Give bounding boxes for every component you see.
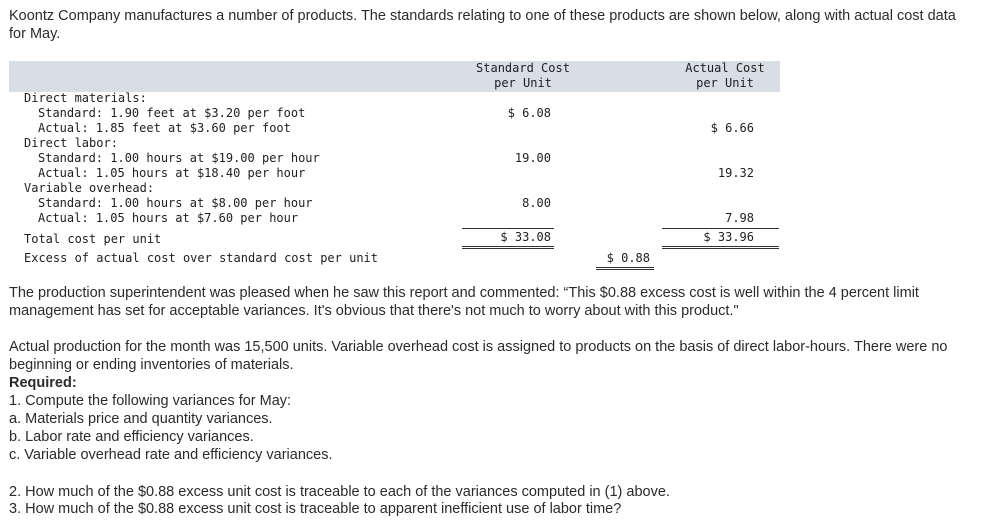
question-1c: c. Variable overhead rate and efficiency variances. xyxy=(9,447,333,463)
row-label-variable-overhead: Variable overhead: xyxy=(24,181,155,195)
required-heading xyxy=(9,374,974,392)
excess-label: Excess of actual cost over standard cost per unit xyxy=(24,251,379,265)
superintendent-comment: The production superintendent was pleased when he saw this report and commented: “This $0.88 excess cost is well within the 4 percent limit management has set for acceptable variances. It's obvious that there's not much to worry about with this product." xyxy=(9,285,919,319)
act-total-double-rule xyxy=(662,246,779,249)
production-paragraph: Actual production for the month was 15,500 units. Variable overhead cost is assigned to products on the basis of direct labor-hours. There were no beginning or ending inventories of materials. xyxy=(9,339,948,373)
header-standard-cost: Standard Cost per Unit xyxy=(476,61,570,90)
excess-value: $ 0.88 xyxy=(606,251,650,265)
question-2: 2. How much of the $0.88 excess unit cost is traceable to each of the variances computed in (1) above. xyxy=(9,484,670,500)
excess-double-rule xyxy=(596,267,654,270)
act-subtotal-rule xyxy=(662,228,779,229)
header-actual-cost: Actual Cost per Unit xyxy=(685,61,765,90)
row-label-direct-labor: Direct labor: xyxy=(24,136,118,150)
row-label-labor-actual: Actual: 1.05 hours at $18.40 per hour xyxy=(38,166,306,180)
std-total-value: $ 33.08 xyxy=(500,230,551,244)
std-subtotal-rule xyxy=(462,228,554,229)
row-label-overhead-actual: Actual: 1.05 hours at $7.60 per hour xyxy=(38,211,299,225)
question-1: 1. Compute the following variances for May: xyxy=(9,393,292,409)
question-1a: a. Materials price and quantity variances. xyxy=(9,411,273,427)
row-label-overhead-standard: Standard: 1.00 hours at $8.00 per hour xyxy=(38,196,313,210)
std-overhead-value: 8.00 xyxy=(522,196,551,210)
act-materials-value: $ 6.66 xyxy=(710,121,754,135)
row-label-labor-standard: Standard: 1.00 hours at $19.00 per hour xyxy=(38,151,320,165)
std-materials-value: $ 6.08 xyxy=(507,106,551,120)
intro-paragraph: Koontz Company manufactures a number of products. The standards relating to one of these products are shown below, along with actual cost data for May. xyxy=(9,8,956,42)
std-labor-value: 19.00 xyxy=(514,151,551,165)
act-labor-value: 19.32 xyxy=(717,166,754,180)
row-label-materials-standard: Standard: 1.90 feet at $3.20 per foot xyxy=(38,106,306,120)
row-label-direct-materials: Direct materials: xyxy=(24,91,147,105)
act-total-value: $ 33.96 xyxy=(703,230,754,244)
question-3: 3. How much of the $0.88 excess unit cost is traceable to apparent inefficient use of labor time? xyxy=(9,501,622,517)
total-cost-label: Total cost per unit xyxy=(24,232,162,246)
required-label: Required: xyxy=(9,375,77,391)
question-1b: b. Labor rate and efficiency variances. xyxy=(9,429,254,445)
act-overhead-value: 7.98 xyxy=(725,211,754,225)
row-label-materials-actual: Actual: 1.85 feet at $3.60 per foot xyxy=(38,121,291,135)
std-total-double-rule xyxy=(462,246,554,249)
